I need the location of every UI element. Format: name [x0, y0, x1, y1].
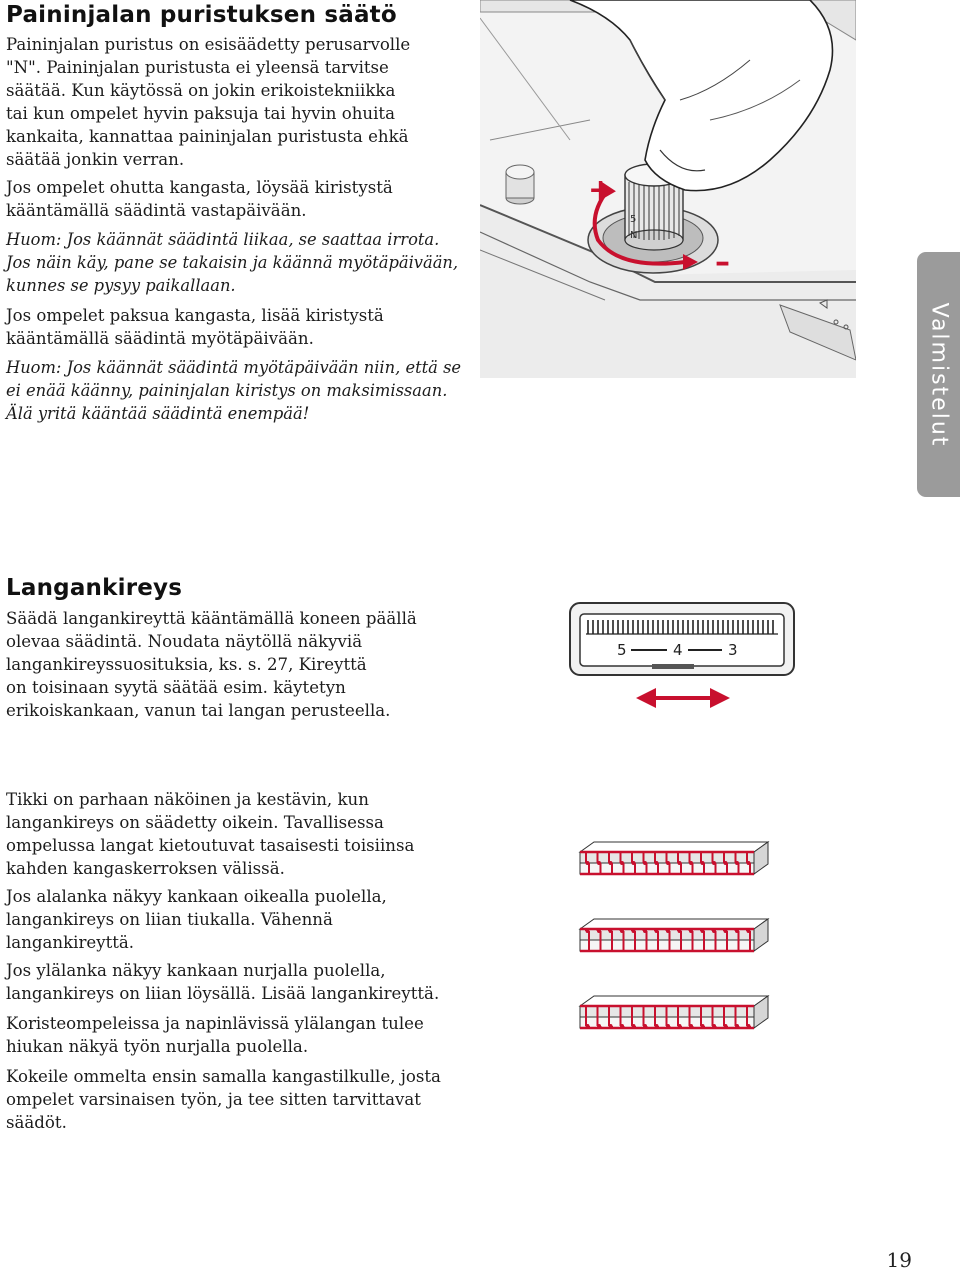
plus-sign-icon: +: [588, 173, 614, 208]
stitch-lock-mark: [747, 929, 751, 933]
chapter-tab-label: Valmistelut: [926, 302, 951, 447]
stitch-lock-mark: [620, 929, 624, 933]
stitch-lock-mark: [724, 861, 728, 865]
stitch-lock-mark: [655, 1024, 659, 1028]
stitch-lock-mark: [666, 861, 670, 865]
chapter-tab: [917, 252, 960, 497]
section-title-presser-foot: Paininjalan puristuksen säätö: [6, 2, 397, 28]
stitch-lock-mark: [597, 1024, 601, 1028]
stitch-lock-mark: [586, 1024, 590, 1028]
stitch-lock-mark: [597, 929, 601, 933]
stitch-lock-mark: [632, 861, 636, 865]
stitch-lock-mark: [666, 1024, 670, 1028]
tension-decorative-text: Koristeompeleissa ja napinlävissä ylälangan tulee hiukan näkyä työn nurjalla puolella.: [6, 1014, 424, 1056]
stitch-sample-too-loose: [578, 992, 774, 1044]
fabric-top-face: [580, 842, 768, 852]
tension-intro-text: Säädä langankireyttä kääntämällä koneen päällä olevaa säädintä. Noudata näytöllä näkyviä langankireyssuosituksia, ks. s. 27, Kireyttä on toisinaan syytä säätää esim. käytetyn erikoiskankaan, vanun tai langan perusteella.: [6, 609, 417, 720]
tension-test-text: Kokeile ommelta ensin samalla kangastilkulle, josta ompelet varsinaisen työn, ja tee sitten tarvittavat säädöt.: [6, 1067, 441, 1132]
stitch-lock-mark: [678, 929, 682, 933]
stitch-lock-mark: [701, 861, 705, 865]
stitch-lock-mark: [643, 1024, 647, 1028]
stitch-lock-mark: [666, 929, 670, 933]
presser-thin-fabric-text: Jos ompelet ohutta kangasta, löysää kiristystä kääntämällä säädintä vastapäivään.: [6, 178, 393, 220]
tension-too-tight-text: Jos alalanka näkyy kankaan oikealla puolella, langankireys on liian tiukalla. Vähennä langankireyttä.: [6, 887, 387, 952]
stitch-lock-mark: [643, 861, 647, 865]
stitch-lock-mark: [632, 1024, 636, 1028]
stitch-lock-mark: [712, 861, 716, 865]
stitch-lock-mark: [689, 861, 693, 865]
stitch-lock-mark: [724, 1024, 728, 1028]
dial-label-5: 5: [630, 214, 637, 225]
stitch-lock-mark: [609, 929, 613, 933]
tension-label-right: 3: [728, 641, 738, 659]
stitch-lock-mark: [678, 1024, 682, 1028]
presser-note-detach: Huom: Jos käännät säädintä liikaa, se saattaa irrota. Jos näin käy, pane se takaisin ja käännä myötäpäivään, kunnes se pysyy paikallaan.: [6, 230, 459, 295]
stitch-lock-mark: [655, 861, 659, 865]
tension-correct-text: Tikki on parhaan näköinen ja kestävin, kun langankireys on säädetty oikein. Tavallisessa ompelussa langat kietoutuvat tasaisesti toisiinsa kahden kangaskerroksen välissä.: [6, 790, 415, 878]
presser-dial-illustration: [480, 0, 856, 378]
tension-label-center: 4: [673, 641, 683, 659]
stitch-lock-mark: [586, 929, 590, 933]
stitch-lock-mark: [597, 861, 601, 865]
tension-dial-illustration: [568, 600, 798, 712]
dial-label-n: N: [630, 230, 638, 241]
stitch-lock-mark: [689, 1024, 693, 1028]
stitch-sample-correct: [578, 838, 774, 890]
stitch-lock-mark: [735, 861, 739, 865]
stitch-lock-mark: [735, 929, 739, 933]
stitch-lock-mark: [609, 861, 613, 865]
fabric-top-face: [580, 996, 768, 1006]
stitch-lock-mark: [620, 861, 624, 865]
stitch-lock-mark: [586, 861, 590, 865]
stitch-lock-mark: [632, 929, 636, 933]
minus-sign-icon: –: [715, 245, 730, 280]
stitch-lock-mark: [724, 929, 728, 933]
page-number: 19: [886, 1248, 912, 1272]
stitch-lock-mark: [689, 929, 693, 933]
stitch-lock-mark: [609, 1024, 613, 1028]
presser-thick-fabric-text: Jos ompelet paksua kangasta, lisää kiristystä kääntämällä säädintä myötäpäivään.: [6, 306, 384, 348]
stitch-lock-mark: [747, 861, 751, 865]
stitch-lock-mark: [678, 861, 682, 865]
stitch-lock-mark: [620, 1024, 624, 1028]
stitch-sample-too-tight: [578, 915, 774, 967]
presser-intro-text: Paininjalan puristus on esisäädetty perusarvolle "N". Paininjalan puristusta ei yleensä tarvitse säätää. Kun käytössä on jokin erikoistekniikka tai kun ompelet hyvin paksuja tai hyvin ohuita kankaita, kannattaa paininjalan puristusta ehkä säätää jonkin verran.: [6, 35, 411, 169]
stitch-lock-mark: [735, 1024, 739, 1028]
stitch-lock-mark: [701, 929, 705, 933]
fabric-top-face: [580, 919, 768, 929]
presser-note-max: Huom: Jos käännät säädintä myötäpäivään niin, että se ei enää käänny, paininjalan kiristys on maksimissaan. Älä yritä kääntää säädintä enempää!: [6, 358, 462, 423]
stitch-lock-mark: [643, 929, 647, 933]
stitch-lock-mark: [747, 1024, 751, 1028]
section-title-thread-tension: Langankireys: [6, 575, 183, 601]
tension-too-loose-text: Jos ylälanka näkyy kankaan nurjalla puolella, langankireys on liian löysällä. Lisää langankireyttä.: [6, 961, 440, 1003]
tension-label-left: 5: [617, 641, 627, 659]
stitch-lock-mark: [712, 1024, 716, 1028]
stitch-lock-mark: [655, 929, 659, 933]
stitch-lock-mark: [712, 929, 716, 933]
stitch-lock-mark: [701, 1024, 705, 1028]
